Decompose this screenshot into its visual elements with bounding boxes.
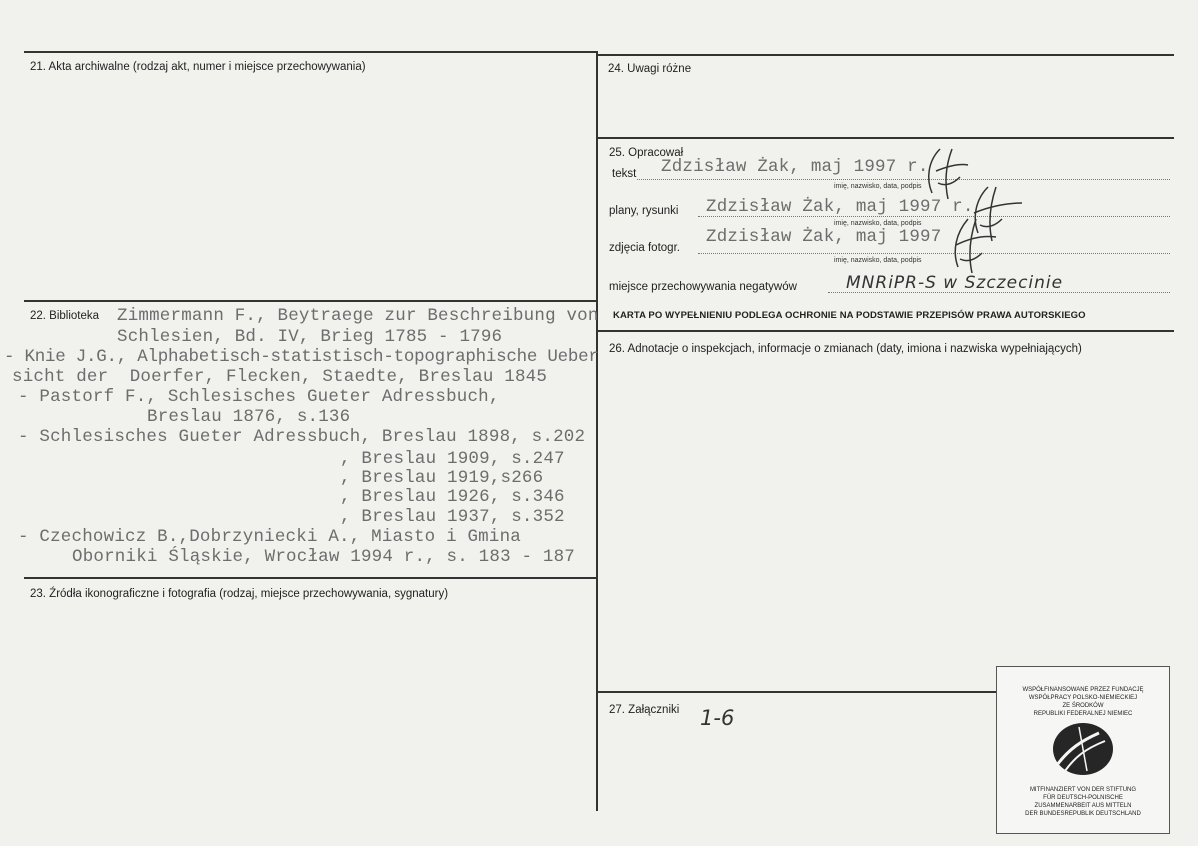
stamp-text-line: WSPÓŁPRACY POLSKO-NIEMIECKIEJ [1028, 695, 1138, 701]
plany-label: plany, rysunki [609, 205, 679, 217]
library-entry-line: , Breslau 1919,s266 [340, 468, 544, 488]
tekst-value: Zdzisław Żak, maj 1997 r. [661, 157, 929, 177]
library-entry-line: - Pastorf F., Schlesisches Gueter Adressbuch, [18, 387, 500, 407]
library-entry-line: Oborniki Śląskie, Wrocław 1994 r., s. 183 - 187 [72, 547, 575, 567]
library-entry-line: Schlesien, Bd. IV, Brieg 1785 - 1796 [117, 327, 503, 347]
section-22-label: 22. Biblioteka [30, 310, 100, 322]
section-23-label: 23. Źródła ikonograficzne i fotografia (rodzaj, miejsce przechowywania, sygnatury) [30, 588, 449, 600]
library-entry-line: Breslau 1876, s.136 [147, 407, 351, 427]
rule-25-top [597, 137, 1174, 139]
negatywy-value: MNRiPR-S w Szczecinie [846, 273, 1064, 293]
zdjecia-dotted-line [698, 253, 1170, 254]
negatywy-dotted-line [828, 292, 1170, 293]
attachments-value: 1-6 [700, 706, 735, 730]
rule-27-top [597, 691, 997, 693]
center-divider [596, 51, 598, 811]
top-rule-right [597, 54, 1174, 56]
negatywy-label: miejsce przechowywania negatywów [609, 281, 797, 293]
stamp-text-line: REPUBLIKI FEDERALNEJ NIEMIEC [1033, 711, 1133, 717]
plany-value: Zdzisław Żak, maj 1997 r. [706, 197, 974, 217]
zdjecia-value: Zdzisław Żak, maj 1997 [706, 227, 942, 247]
section-27-label: 27. Załączniki [609, 704, 680, 716]
stamp-text-line: WSPÓŁFINANSOWANE PRZEZ FUNDACJĘ [1022, 687, 1144, 693]
tekst-dotted-line [637, 179, 1170, 180]
library-entry-line: , Breslau 1909, s.247 [340, 449, 565, 469]
zdjecia-label: zdjęcia fotogr. [609, 242, 680, 254]
stamp-text-line: ZE ŚRODKÓW [1062, 703, 1104, 709]
section-24-label: 24. Uwagi różne [608, 63, 692, 75]
copyright-warning: KARTA PO WYPEŁNIENIU PODLEGA OCHRONIE NA PODSTAWIE PRZEPISÓW PRAWA AUTORSKIEGO [613, 310, 1086, 321]
plany-hint: imię, nazwisko, data, podpis [834, 220, 922, 227]
foundation-logo-icon [1051, 719, 1115, 779]
signature-zdjecia [942, 215, 1002, 275]
zdjecia-hint: imię, nazwisko, data, podpis [834, 257, 922, 264]
library-entry-line: - Knie J.G., Alphabetisch-statistisch-topographische Ueber [4, 347, 599, 367]
stamp-text-line: ZUSAMMENARBEIT AUS MITTELN [1034, 803, 1132, 809]
library-entry-line: - Czechowicz B.,Dobrzyniecki A., Miasto i Gmina [18, 527, 521, 547]
rule-26-top [597, 330, 1174, 332]
library-entry-line: Zimmermann F., Beytraege zur Beschreibung von [117, 306, 599, 326]
rule-22-top [24, 300, 597, 302]
stamp-text-line: MITFINANZIERT VON DER STIFTUNG [1029, 787, 1137, 793]
tekst-hint: imię, nazwisko, data, podpis [834, 183, 922, 190]
section-21-label: 21. Akta archiwalne (rodzaj akt, numer i miejsce przechowywania) [30, 61, 366, 73]
library-entry-line: sicht der Doerfer, Flecken, Staedte, Breslau 1845 [12, 367, 548, 387]
section-25-label: 25. Opracował [609, 147, 684, 159]
plany-dotted-line [698, 216, 1170, 217]
library-entry-line: , Breslau 1926, s.346 [340, 487, 565, 507]
library-entry-line: - Schlesisches Gueter Adressbuch, Breslau 1898, s.202 [18, 427, 586, 447]
tekst-label: tekst [612, 168, 637, 180]
foundation-stamp [996, 666, 1170, 834]
section-26-label: 26. Adnotacje o inspekcjach, informacje o zmianach (daty, imiona i nazwiska wypełniających) [609, 343, 1082, 355]
library-entry-line: , Breslau 1937, s.352 [340, 507, 565, 527]
stamp-text-line: FÜR DEUTSCH-POLNISCHE [1043, 795, 1123, 801]
top-rule-left [24, 51, 597, 53]
stamp-text-line: DER BUNDESREPUBLIK DEUTSCHLAND [1025, 811, 1141, 817]
rule-23-top [24, 577, 597, 579]
